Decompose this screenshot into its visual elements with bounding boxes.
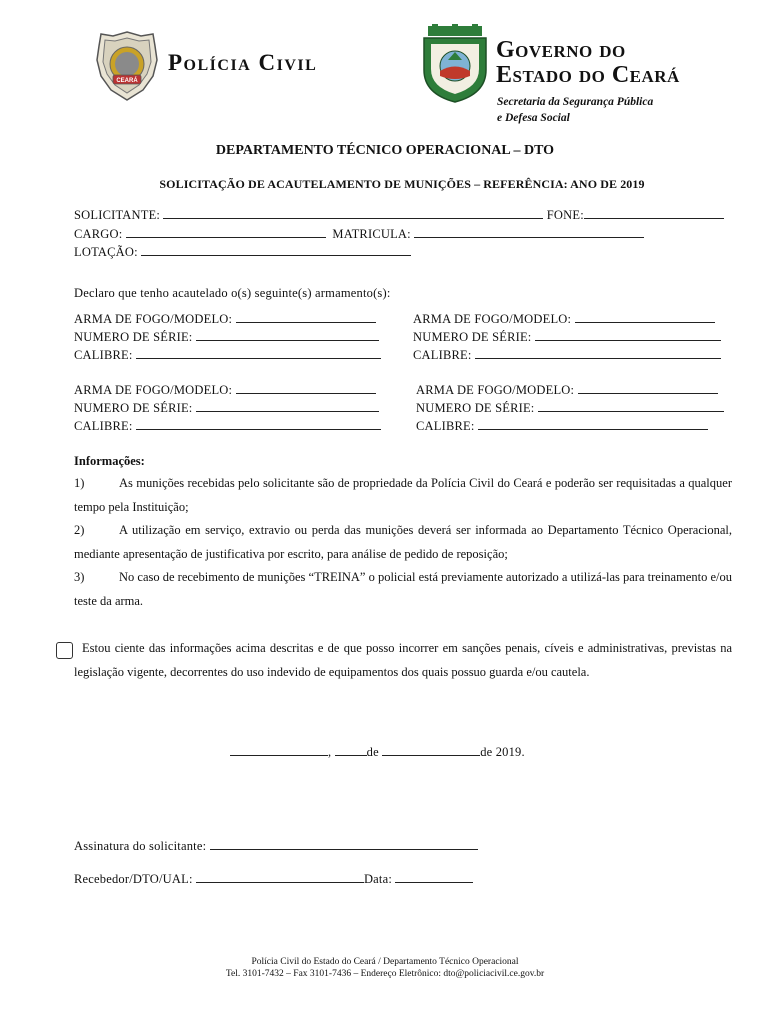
matricula-label: MATRICULA: (332, 227, 411, 241)
info-list (74, 472, 732, 613)
recebedor-label: Recebedor/DTO/UAL: (74, 872, 193, 886)
signature-solicitante-label: Assinatura do solicitante: (74, 839, 207, 853)
government-title-line1: Governo do (496, 37, 626, 63)
recebedor-row (74, 872, 473, 887)
weapon-caliber-label: CALIBRE: (74, 419, 133, 433)
form-subtitle: SOLICITAÇÃO DE ACAUTELAMENTO DE MUNIÇÕES – REFERÊNCIA: ANO DE 2019 (159, 177, 645, 191)
weapon-caliber-label: CALIBRE: (74, 348, 133, 362)
weapon-serial-field[interactable] (196, 330, 379, 341)
department-title: DEPARTAMENTO TÉCNICO OPERACIONAL – DTO (215, 143, 555, 158)
weapon-model-field[interactable] (236, 383, 376, 394)
signature-solicitante-row (74, 839, 478, 854)
info-item-3: 3) No caso de recebimento de munições “TREINA” o policial está previamente autorizado a utilizá-las para treinamento e/ou teste da arma. (74, 570, 732, 608)
weapon-model-field[interactable] (575, 312, 715, 323)
lotacao-label: LOTAÇÃO: (74, 245, 138, 259)
info-item-1: 1) As munições recebidas pelo solicitante são de propriedade da Polícia Civil do Ceará e poderão ser requisitadas a qualquer tempo pela Instituição; (74, 476, 732, 514)
footer (0, 956, 770, 980)
date-day-field[interactable] (335, 745, 367, 756)
weapon-model-label: ARMA DE FOGO/MODELO: (416, 383, 575, 397)
data-label: Data: (363, 872, 393, 886)
footer-line-1: Polícia Civil do Estado do Ceará / Departamento Técnico Operacional (251, 957, 519, 967)
weapon-serial-field[interactable] (196, 401, 379, 412)
cargo-label: CARGO: (74, 227, 123, 241)
fone-field[interactable] (584, 208, 724, 219)
lotacao-field[interactable] (141, 245, 411, 256)
weapon-model-field[interactable] (236, 312, 376, 323)
weapon-block-1 (74, 310, 381, 364)
weapon-model-field[interactable] (578, 383, 718, 394)
weapon-serial-field[interactable] (535, 330, 721, 341)
info-heading: Informações: (74, 454, 145, 468)
weapon-caliber-label: CALIBRE: (413, 348, 472, 362)
weapon-caliber-label: CALIBRE: (416, 419, 475, 433)
weapon-serial-field[interactable] (538, 401, 724, 412)
data-field[interactable] (395, 872, 473, 883)
weapon-serial-label: NUMERO DE SÉRIE: (416, 401, 535, 415)
acknowledgement-checkbox[interactable] (56, 642, 73, 659)
info-item-2: 2) A utilização em serviço, extravio ou perda das munições deverá ser informada ao Departamento Técnico Operacional, mediante apresentação de justificativa por escrito, para análise de pedido de reposição; (74, 523, 732, 561)
solicitante-field[interactable] (163, 208, 543, 219)
weapon-serial-label: NUMERO DE SÉRIE: (74, 401, 193, 415)
secretariat-line1: Secretaria da Segurança Pública (497, 96, 654, 108)
date-city-field[interactable] (230, 745, 328, 756)
weapon-model-label: ARMA DE FOGO/MODELO: (74, 383, 233, 397)
police-badge-icon (95, 30, 159, 102)
solicitante-row (74, 208, 724, 223)
cargo-row (74, 227, 644, 242)
state-crest-icon (420, 24, 490, 104)
weapon-block-2 (413, 310, 721, 364)
weapon-caliber-field[interactable] (136, 419, 381, 430)
weapon-caliber-field[interactable] (478, 419, 708, 430)
weapon-caliber-field[interactable] (136, 348, 381, 359)
solicitante-label: SOLICITANTE: (74, 208, 161, 222)
weapon-model-label: ARMA DE FOGO/MODELO: (74, 312, 233, 326)
secretariat-line2: e Defesa Social (497, 112, 570, 124)
cargo-field[interactable] (126, 227, 326, 238)
weapon-serial-label: NUMERO DE SÉRIE: (74, 330, 193, 344)
declaration-text: Declaro que tenho acautelado o(s) seguinte(s) armamento(s): (74, 286, 391, 300)
recebedor-field[interactable] (196, 872, 364, 883)
date-month-field[interactable] (382, 745, 480, 756)
date-line: , de de 2019. (230, 745, 525, 760)
weapon-model-label: ARMA DE FOGO/MODELO: (413, 312, 572, 326)
footer-line-2: Tel. 3101-7432 – Fax 3101-7436 – Endereço Eletrônico: dto@policiacivil.ce.gov.br (225, 969, 545, 979)
weapon-caliber-field[interactable] (475, 348, 721, 359)
weapon-block-3 (74, 381, 381, 435)
lotacao-row (74, 245, 411, 260)
police-title: Polícia Civil (168, 50, 318, 75)
weapon-block-4 (416, 381, 724, 435)
signature-solicitante-field[interactable] (210, 839, 478, 850)
fone-label: FONE: (546, 208, 584, 222)
acknowledgement-text: Estou ciente das informações acima descritas e de que posso incorrer em sanções penais, cíveis e administrativas, previstas na legislação vigente, decorrentes do uso indevido de equipamentos dos quais possuo guarda e/ou cautela. (74, 641, 732, 679)
badge-text: CEARÁ (116, 78, 138, 84)
weapon-serial-label: NUMERO DE SÉRIE: (413, 330, 532, 344)
header (0, 0, 770, 140)
matricula-field[interactable] (414, 227, 644, 238)
government-title-line2: Estado do Ceará (496, 62, 680, 88)
